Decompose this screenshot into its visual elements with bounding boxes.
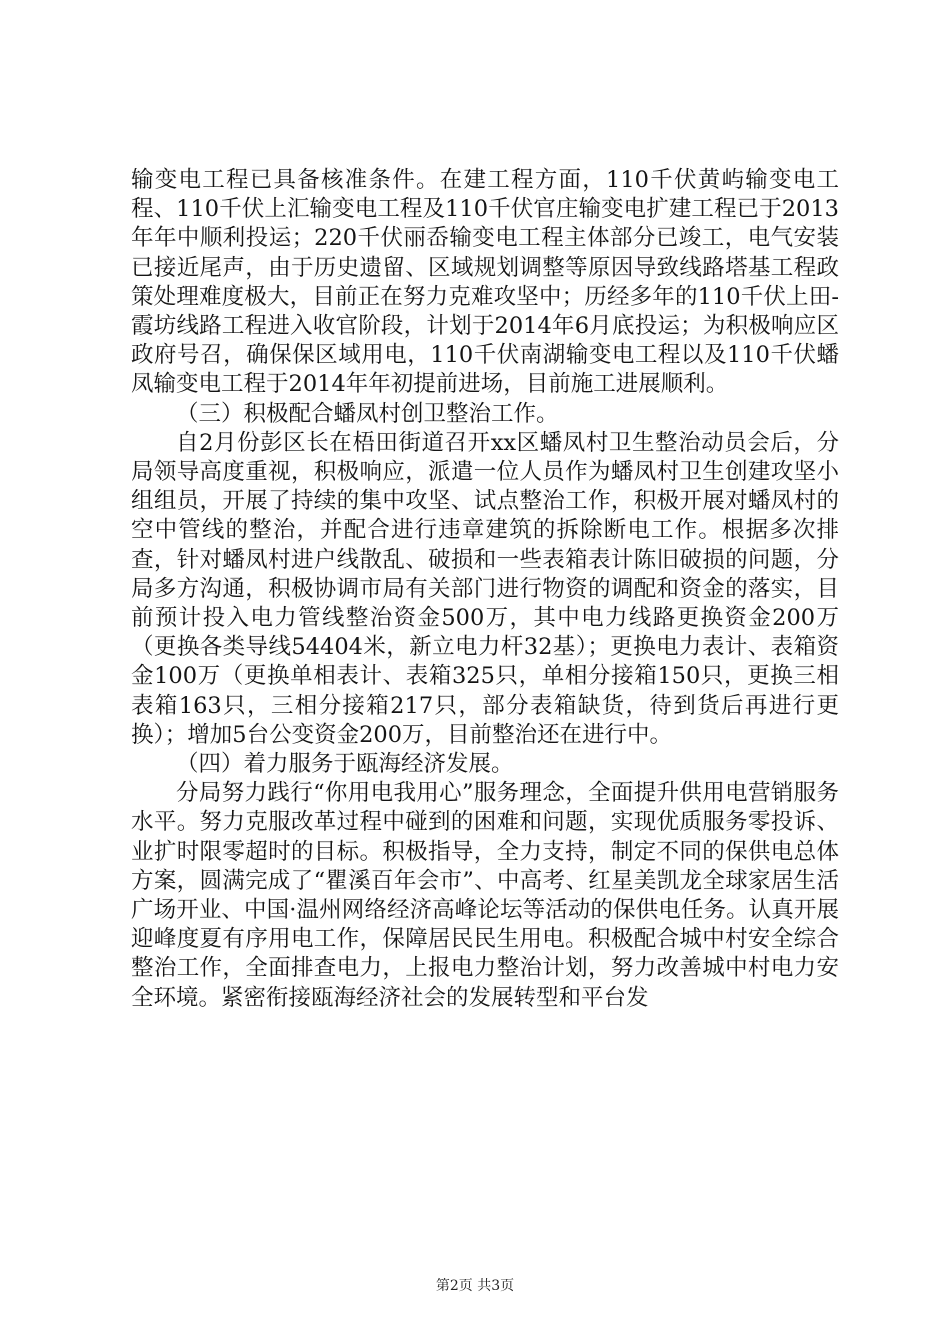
section-heading-4: （四）着力服务于瓯海经济发展。 [176,751,514,778]
document-body [131,166,839,1013]
page-footer: 第2页 共3页 [435,1278,515,1294]
section-heading-3: （三）积极配合蟠凤村创卫整治工作。 [176,400,559,427]
paragraph-continuation: 输变电工程已具备核准条件。在建工程方面，110千伏黄屿输变电工程、110千伏上汇输变电工程及110千伏官庄输变电扩建工程已于2013年年中顺利投运；220千伏丽岙输变电工程主体部分已竣工，电气安装已接近尾声，由于历史遗留、区域规划调整等原因导致线路塔基工程政策处理难度极大，目前正在努力克难攻坚中；历经多年的110千伏上田-霞坊线路工程进入收官阶段，计划于2014年6月底投运；为积极响应区政府号召，确保保区域用电，110千伏南湖输变电工程以及110千伏蟠凤输变电工程于2014年年初提前进场，目前施工进展顺利。 [131,167,839,398]
paragraph-economy: 分局努力践行“你用电我用心”服务理念，全面提升供用电营销服务水平。努力克服改革过程中碰到的困难和问题，实现优质服务零投诉、业扩时限零超时的目标。积极指导，全力支持，制定不同的保供电总体方案，圆满完成了“瞿溪百年会市”、中高考、红星美凯龙全球家居生活广场开业、中国·温州网络经济高峰论坛等活动的保供电任务。认真开展迎峰度夏有序用电工作，保障居民民生用电。积极配合城中村安全综合整治工作，全面排查电力，上报电力整治计划，努力改善城中村电力安全环境。紧密衔接瓯海经济社会的发展转型和平台发 [131,780,839,1011]
paragraph-sanitation: 自2月份彭区长在梧田街道召开xx区蟠凤村卫生整治动员会后，分局领导高度重视，积极响应，派遣一位人员作为蟠凤村卫生创建攻坚小组组员，开展了持续的集中攻坚、试点整治工作，积极开展对蟠凤村的空中管线的整治，并配合进行违章建筑的拆除断电工作。根据多次排查，针对蟠凤村进户线散乱、破损和一些表箱表计陈旧破损的问题，分局多方沟通，积极协调市局有关部门进行物资的调配和资金的落实，目前预计投入电力管线整治资金500万，其中电力线路更换资金200万（更换各类导线54404米，新立电力杆32基）；更换电力表计、表箱资金100万（更换单相表计、表箱325只，单相分接箱150只，更换三相表箱163只，三相分接箱217只，部分表箱缺货，待到货后再进行更换）；增加5台公变资金200万，目前整治还在进行中。 [131,429,839,748]
